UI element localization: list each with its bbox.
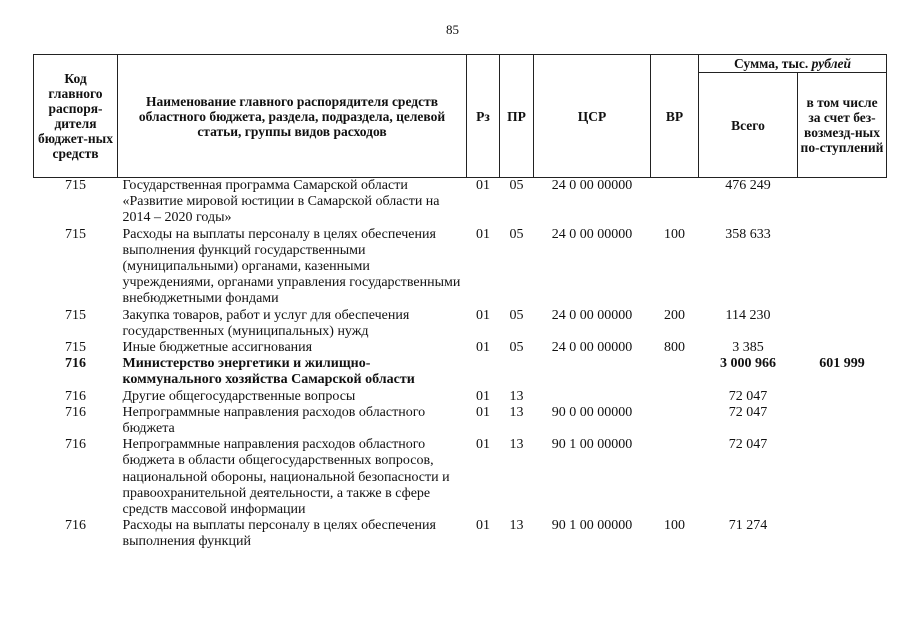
cell-pr: 05 [509,340,524,356]
cell-total: 72 047 [728,437,768,453]
header-rz: Рз [467,55,500,178]
table-row [34,518,887,550]
cell-rz: 01 [476,178,490,193]
cell-csr: 24 0 00 00000 [551,307,633,323]
cell-code: 715 [65,307,86,323]
header-code: Код главного распоря-дителя бюджет-ных средств [34,55,118,178]
cell-total: 114 230 [725,307,771,323]
header-sum: Сумма, тыс. рублей [699,55,887,73]
cell-name: Государственная программа Самарской области «Развитие мировой юстиции в Самарской области на 2014 – 2020 годы» [122,178,440,226]
cell-grants [798,437,887,518]
cell-vr [651,437,699,518]
cell-grants [798,389,887,405]
cell-grants [798,308,887,340]
cell-rz: 01 [476,388,490,404]
cell-grants [798,340,887,356]
cell-total: 72 047 [728,388,768,404]
table-row [34,356,887,388]
table-body [34,178,887,551]
cell-total: 3 000 966 [720,356,776,372]
cell-csr [534,389,651,405]
cell-vr: 200 [664,307,685,323]
page-number: 85 [446,22,459,37]
header-grants: в том числе за счет без-возмезд-ных по-ступлений [798,73,887,178]
cell-code: 715 [65,226,86,242]
cell-vr [651,389,699,405]
cell-total: 476 249 [725,178,771,193]
cell-total: 71 274 [728,518,768,534]
table-row [34,227,887,308]
cell-pr: 13 [509,388,524,404]
cell-name: Иные бюджетные ассигнования [122,340,313,356]
cell-name: Министерство энергетики и жилищно-коммунального хозяйства Самарской области [122,356,415,388]
cell-rz [467,356,500,388]
cell-pr: 05 [509,178,524,193]
cell-grants [798,178,887,227]
cell-csr: 24 0 00 00000 [551,340,633,356]
table-row [34,437,887,518]
cell-pr: 05 [509,226,524,242]
cell-vr: 100 [664,226,685,242]
cell-name: Закупка товаров, работ и услуг для обеспечения государственных (муниципальных) нужд [122,307,410,339]
cell-name: Расходы на выплаты персоналу в целях обеспечения выполнения функций государственными (муниципальными) органами, казенными учреждениями, органами управления государственными внебюджетными фондами [122,226,461,307]
cell-total: 358 633 [725,226,771,242]
cell-pr: 13 [509,518,524,534]
cell-rz: 01 [476,340,490,356]
budget-table [33,54,887,551]
header-vr: ВР [651,55,699,178]
table-header [34,55,887,178]
table-row [34,178,887,227]
header-name: Наименование главного распорядителя средств областного бюджета, раздела, подраздела, целевой статьи, группы видов расходов [118,55,467,178]
cell-rz: 01 [476,437,490,453]
cell-pr: 05 [509,307,524,323]
cell-code: 715 [65,340,86,356]
cell-grants [798,405,887,437]
cell-csr: 90 0 00 00000 [551,404,633,420]
cell-name: Непрограммные направления расходов областного бюджета [122,404,426,437]
cell-vr [651,356,699,388]
cell-rz: 01 [476,226,490,242]
cell-vr: 100 [664,518,685,534]
cell-code: 716 [65,404,86,420]
table-row [34,389,887,405]
cell-vr [651,405,699,437]
cell-name: Расходы на выплаты персоналу в целях обеспечения выполнения функций [122,518,436,550]
cell-code: 716 [65,388,86,404]
cell-total: 3 385 [732,340,764,356]
table-row [34,308,887,340]
cell-vr: 800 [664,340,685,356]
cell-rz: 01 [476,307,490,323]
cell-pr: 13 [509,437,524,453]
cell-total: 72 047 [728,404,768,420]
table-row [34,405,887,437]
cell-pr: 13 [509,404,524,420]
cell-csr: 24 0 00 00000 [551,226,633,242]
header-pr: ПР [500,55,534,178]
cell-vr [651,178,699,227]
header-total: Всего [699,73,798,178]
header-csr: ЦСР [534,55,651,178]
cell-code: 716 [65,356,86,372]
cell-code: 715 [65,178,86,193]
cell-grants [798,518,887,550]
cell-code: 716 [65,518,86,534]
cell-grants [798,227,887,308]
cell-rz: 01 [476,404,490,420]
cell-grants: 601 999 [819,356,865,372]
header-sum-unit: рублей [811,56,852,71]
cell-csr: 90 1 00 00000 [551,437,633,453]
cell-pr [500,356,534,388]
cell-name: Непрограммные направления расходов областного бюджета в области общегосударственных вопросов, национальной обороны, национальной безопасности и правоохранительной деятельности, а также в сфере средств массовой информации [122,437,450,518]
table-row [34,340,887,356]
cell-csr: 90 1 00 00000 [551,518,633,534]
cell-rz: 01 [476,518,490,534]
cell-code: 716 [65,437,86,453]
cell-name: Другие общегосударственные вопросы [122,388,356,404]
cell-csr: 24 0 00 00000 [551,178,633,193]
cell-csr [534,356,651,388]
